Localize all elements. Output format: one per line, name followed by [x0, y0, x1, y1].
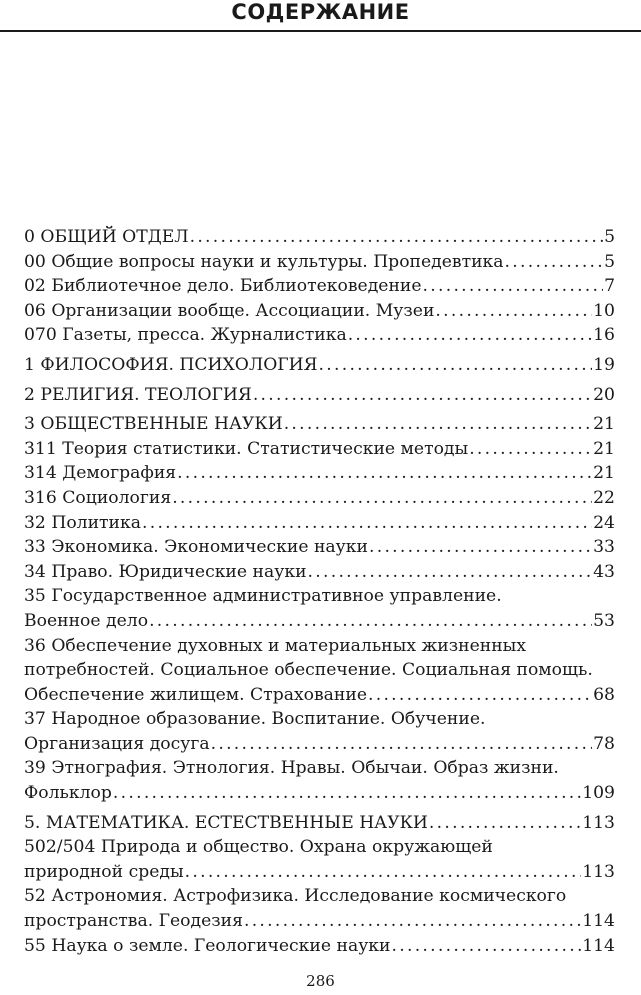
toc-entry-page: 5 — [604, 227, 615, 247]
toc-entry — [24, 323, 615, 348]
toc-entry-line — [24, 437, 615, 462]
page-title: СОДЕРЖАНИЕ — [231, 0, 410, 24]
dot-leader — [505, 250, 604, 275]
toc-entry-title: пространства. Геодезия — [24, 911, 243, 932]
toc-entry — [24, 299, 615, 324]
toc-entry-page: 10 — [593, 300, 615, 321]
toc-entry-page: 21 — [593, 463, 615, 484]
dot-leader — [469, 437, 592, 462]
toc-entry — [24, 250, 615, 275]
toc-entry-line — [24, 535, 615, 560]
toc-entry-line — [24, 225, 615, 250]
toc-entry — [24, 934, 615, 959]
toc-entry-title: 0 ОБЩИЙ ОТДЕЛ — [24, 227, 189, 247]
toc-entry-page: 113 — [582, 861, 615, 882]
toc-entry-line — [24, 511, 615, 536]
toc-entry-line — [24, 732, 615, 757]
toc-entry — [24, 756, 615, 805]
toc-entry-page: 113 — [582, 812, 615, 833]
toc-entry-page: 19 — [593, 354, 615, 375]
toc-entry-page: 5 — [604, 251, 615, 272]
dot-leader — [423, 274, 604, 299]
toc-entry-page: 24 — [593, 512, 615, 533]
dot-leader — [244, 909, 581, 934]
toc-entry-title-line: 37 Народное образование. Воспитание. Обучение. — [24, 709, 486, 730]
dot-leader — [172, 486, 592, 511]
toc-entry-page: 53 — [593, 610, 615, 631]
toc-entry-title: 55 Наука о земле. Геологические науки — [24, 935, 391, 956]
dot-leader — [253, 383, 592, 408]
toc-entry-line — [24, 299, 615, 324]
toc-entry-page: 21 — [593, 438, 615, 459]
dot-leader — [369, 535, 592, 560]
toc-entry-line — [24, 486, 615, 511]
toc-entry-title: 070 Газеты, пресса. Журналистика — [24, 325, 347, 346]
dot-leader — [142, 511, 592, 536]
toc-entry — [24, 535, 615, 560]
toc-entry — [24, 584, 615, 633]
dot-leader — [435, 299, 592, 324]
toc-entry-title-line: 39 Этнография. Этнология. Нравы. Обычаи. Образ жизни. — [24, 758, 559, 779]
dot-leader — [185, 860, 582, 885]
toc-entry-title: Фольклор — [24, 783, 112, 804]
toc-entry-line — [24, 383, 615, 408]
toc-entry-page: 114 — [582, 911, 615, 932]
toc-entry-title-line: 35 Государственное административное управление. — [24, 586, 502, 607]
toc-entry-title: 33 Экономика. Экономические науки — [24, 537, 368, 558]
toc-entry-line — [24, 250, 615, 275]
dot-leader — [190, 225, 603, 250]
toc-entry-title: 311 Теория статистики. Статистические методы — [24, 438, 469, 459]
toc-entry-title: 314 Демография — [24, 463, 177, 484]
toc-entry-page: 20 — [593, 384, 615, 405]
toc-entry — [24, 461, 615, 486]
toc-entry-title: 32 Политика — [24, 512, 141, 533]
toc-entry-title: 02 Библиотечное дело. Библиотековедение — [24, 276, 422, 297]
toc-entry-title: Организация досуга — [24, 733, 210, 754]
toc-entry-line — [24, 609, 615, 634]
dot-leader — [113, 781, 581, 806]
dot-leader — [211, 732, 593, 757]
toc-entry-line — [24, 461, 615, 486]
toc-entry-title: 5. МАТЕМАТИКА. ЕСТЕСТВЕННЫЕ НАУКИ — [24, 812, 428, 833]
toc-entry-page: 22 — [593, 487, 615, 508]
toc-entry-line — [24, 412, 615, 437]
toc-entry-title: 1 ФИЛОСОФИЯ. ПСИХОЛОГИЯ — [24, 354, 318, 375]
toc-entry-page: 114 — [582, 935, 615, 956]
toc-entry-title-line: 36 Обеспечение духовных и материальных жизненных — [24, 635, 527, 656]
toc-entry-title: 2 РЕЛИГИЯ. ТЕОЛОГИЯ — [24, 384, 252, 405]
toc-entry-page: 68 — [593, 684, 615, 705]
toc-entry-page: 78 — [593, 733, 615, 754]
dot-leader — [392, 934, 582, 959]
toc-entry-page: 21 — [593, 414, 615, 435]
toc-entry-line — [24, 781, 615, 806]
toc-entry — [24, 634, 615, 708]
toc-entry-title: 00 Общие вопросы науки и культуры. Пропедевтика — [24, 251, 504, 272]
toc-entry-line — [24, 683, 615, 708]
dot-leader — [308, 560, 593, 585]
page-header — [0, 0, 641, 32]
toc-entry-line — [24, 560, 615, 585]
toc-entry-title: 06 Организации вообще. Ассоциации. Музеи — [24, 300, 435, 321]
toc-entry — [24, 274, 615, 299]
toc-entry — [24, 560, 615, 585]
toc-entry-title: Обеспечение жилищем. Страхование — [24, 684, 367, 705]
dot-leader — [149, 609, 592, 634]
toc-entry-title: 34 Право. Юридические науки — [24, 561, 307, 582]
toc-entry-line — [24, 909, 615, 934]
toc-entry — [24, 353, 615, 378]
toc-entry-title: 316 Социология — [24, 487, 172, 508]
dot-leader — [429, 811, 581, 836]
dot-leader — [348, 323, 592, 348]
toc-entry-line — [24, 811, 615, 836]
toc-entry-page: 7 — [604, 276, 615, 297]
toc-entry-title: природной среды — [24, 861, 184, 882]
toc-entry — [24, 707, 615, 756]
toc-entry — [24, 835, 615, 884]
toc-entry-line — [24, 934, 615, 959]
toc-entry-page: 109 — [582, 783, 615, 804]
toc-entry-page: 33 — [593, 537, 615, 558]
toc-entry-title: Военное дело — [24, 610, 149, 631]
toc-entry — [24, 511, 615, 536]
toc-entry-line — [24, 860, 615, 885]
toc-entry — [24, 383, 615, 408]
toc-entry-page: 43 — [593, 561, 615, 582]
toc-entry-line — [24, 323, 615, 348]
toc-entry — [24, 811, 615, 836]
toc-entry-line — [24, 274, 615, 299]
toc-entry-page: 16 — [593, 325, 615, 346]
toc-entry-title-line: потребностей. Социальное обеспечение. Социальная помощь. — [24, 660, 593, 681]
toc-entry — [24, 884, 615, 933]
toc-entry-title-line: 52 Астрономия. Астрофизика. Исследование космического — [24, 886, 567, 907]
toc-entry-title-line: 502/504 Природа и общество. Охрана окружающей — [24, 837, 493, 858]
table-of-contents — [24, 225, 615, 958]
page-number: 286 — [306, 972, 335, 990]
dot-leader — [319, 353, 593, 378]
toc-entry — [24, 412, 615, 437]
toc-entry — [24, 225, 615, 250]
dot-leader — [368, 683, 592, 708]
toc-entry-title: 3 ОБЩЕСТВЕННЫЕ НАУКИ — [24, 414, 283, 435]
dot-leader — [177, 461, 592, 486]
dot-leader — [284, 412, 592, 437]
toc-entry-line — [24, 353, 615, 378]
toc-entry — [24, 437, 615, 462]
toc-entry — [24, 486, 615, 511]
